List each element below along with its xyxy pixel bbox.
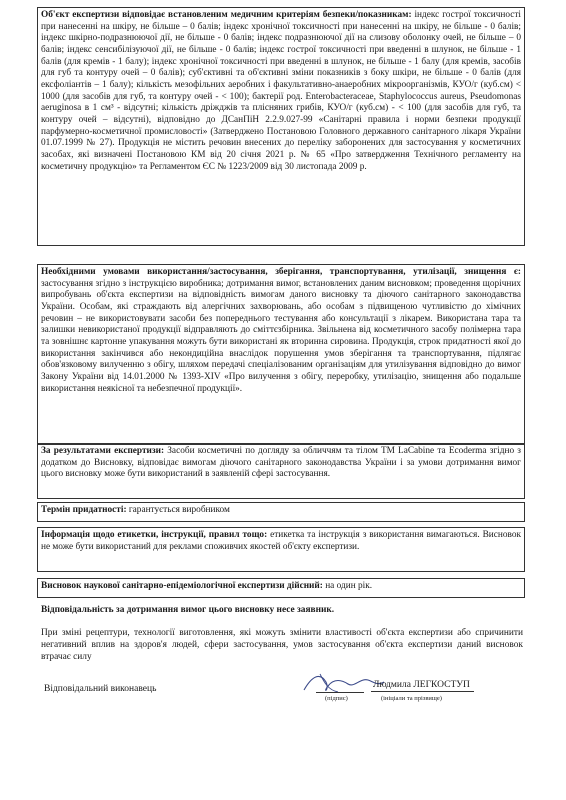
shelf-life-heading: Термін придатності: (41, 505, 127, 515)
responsibility-statement (41, 605, 523, 617)
safety-criteria-body: індекс гострої токсичності при нанесенні на шкіру, не більше – 0 балів; індекс хронічної токсичності при нанесенні на шкіру, не більше - 0 балів; індекс шкірно-подразнюючої дії, не більше - 0 балів; індекс подразнюючої дії на слизову оболонку очей, не більше – 0 балів; індекс сенсибілізуючої дії, не більше - 0 балів; індекс гострої токсичності при введенні в шлунок, не більше - 1 балів (для кремів - 1 балу); індекс хронічної токсичності при введенні в шлунок, не більше - 1 балу (для кремів, засобів для губ та контуру очей – 0 балів); суб'єктивні та об'єктивні зміни показників з боку шкіри, не більше - 0 балів (для ексфоліантів – 1 балу); кількість мезофільних аеробних і факультативно-анаеробних мікроорганізмів, КУО/г (куб.см) < 1000 (для засобів для губ, та контуру очей - < 100); бактерії род. Enterobacteraceae, Staphylococcus aureus, Pseudomonas aeruginosa в 1 см³ - відсутні; кількість дріжджів та плісняних грибів, КУО/г (куб.см) - < 100 (для засобів для губ, та контуру очей – відсутні), відповідно до ДСанПіН 2.2.9.027-99 «Санітарні правила і норми безпеки продукції парфумерно-косметичної промисловості» (Затверджено Постановою Головного державного санітарного лікаря України 01.07.1999 № 27). Продукція не містить речовин внесених до переліку заборонених для застосування у косметичних засобах, які визначені Постановою КМ від 20 січня 2021 р. № 65 «Про затвердження Технічного регламенту на косметичну продукцію» та Регламентом ЄС № 1223/2009 від 30 листопада 2009 р. (41, 10, 522, 172)
shelf-life-text (41, 505, 521, 517)
safety-criteria-heading: Об'єкт експертизи відповідає встановленим медичним критеріям безпеки/показникам: (41, 10, 412, 20)
expertise-results-heading: За результатами експертизи: (41, 446, 165, 456)
shelf-life-box (37, 502, 525, 522)
shelf-life-body: гарантується виробником (126, 505, 230, 515)
validity-heading: Висновок наукової санітарно-епідеміологічної експертизи дійсний: (41, 581, 323, 591)
usage-conditions-text (41, 267, 521, 395)
usage-conditions-body: застосування згідно з інструкцією виробника; дотримання вимог, встановлених даним висновком; проведення щорічних випробувань об'єкта експертизи на відповідність вимогам даного висновку та діючого санітарного законодавства України. Особам, які страждають від алергічних захворювань, або особам з підвищеною чутливістю до хімічних речовин – не використовувати засоби без попереднього тестування або консультації з лікарем. Використана тара та залишки невикористаної продукції відправляють до сміттєзбірника. Звільнена від косметичного засобу полімерна тара та зовнішнє картонне упакування можуть бути використані як вторинна сировина. Продукція, строк придатності якої до використання закінчився або некондиційна внаслідок порушення умов зберігання та транспортування, підлягає обов'язковому вилученню з обігу, шляхом передачі спеціалізованим організаціям для утилізування відповідно до вимог Закону України від 14.01.2000 № 1393-XIV «Про вилучення з обігу, переробку, утилізацію, знищення або подальше використання неякісної та небезпечної продукції». (41, 278, 521, 394)
label-info-text (41, 530, 521, 553)
label-info-body: етикетка та інструкція з використання вимагаються. Висновок не може бути використаний для реклами споживчих якостей об'єкту експертизи. (41, 530, 521, 552)
validity-note (41, 628, 523, 663)
signature-caption: (підпис) (325, 695, 348, 702)
executor-label: Відповідальний виконавець (44, 684, 157, 694)
validity-box (37, 578, 525, 598)
validity-text (41, 581, 521, 593)
signature-line (316, 692, 364, 693)
expertise-results-box (37, 443, 525, 499)
label-info-heading: Інформація щодо етикетки, інструкції, правил тощо: (41, 530, 268, 540)
executor-name: Людмила ЛЕГКОСТУП (371, 680, 474, 692)
safety-criteria-box (37, 7, 525, 246)
label-info-box (37, 527, 525, 572)
responsibility-text: Відповідальність за дотримання вимог цього висновку несе заявник. (41, 605, 335, 615)
validity-note-text: При зміні рецептури, технології виготовлення, які можуть змінити властивості об'єкта експертизи або спричинити негативний вплив на здоров'я людей, сфери застосування, умов застосування об'єкта експертизи даний висновок втрачає силу (41, 628, 523, 662)
safety-criteria-text (41, 10, 521, 173)
expertise-results-text (41, 446, 521, 481)
expertise-results-body: Засоби косметичні по догляду за обличчям та тілом ТМ LaCabine та Ecoderma згідно з додатком до Висновку, відповідає вимогам діючого санітарного законодавства України і за умови дотримання вимог цього висновку може бути використаний в заявленій сфері застосування. (41, 446, 521, 480)
name-caption: (ініціали та прізвище) (381, 695, 442, 702)
usage-conditions-box (37, 264, 525, 445)
validity-body: на один рік. (322, 581, 373, 591)
usage-conditions-heading: Необхідними умовами використання/застосування, зберігання, транспортування, утилізації, знищення є: (41, 267, 521, 277)
